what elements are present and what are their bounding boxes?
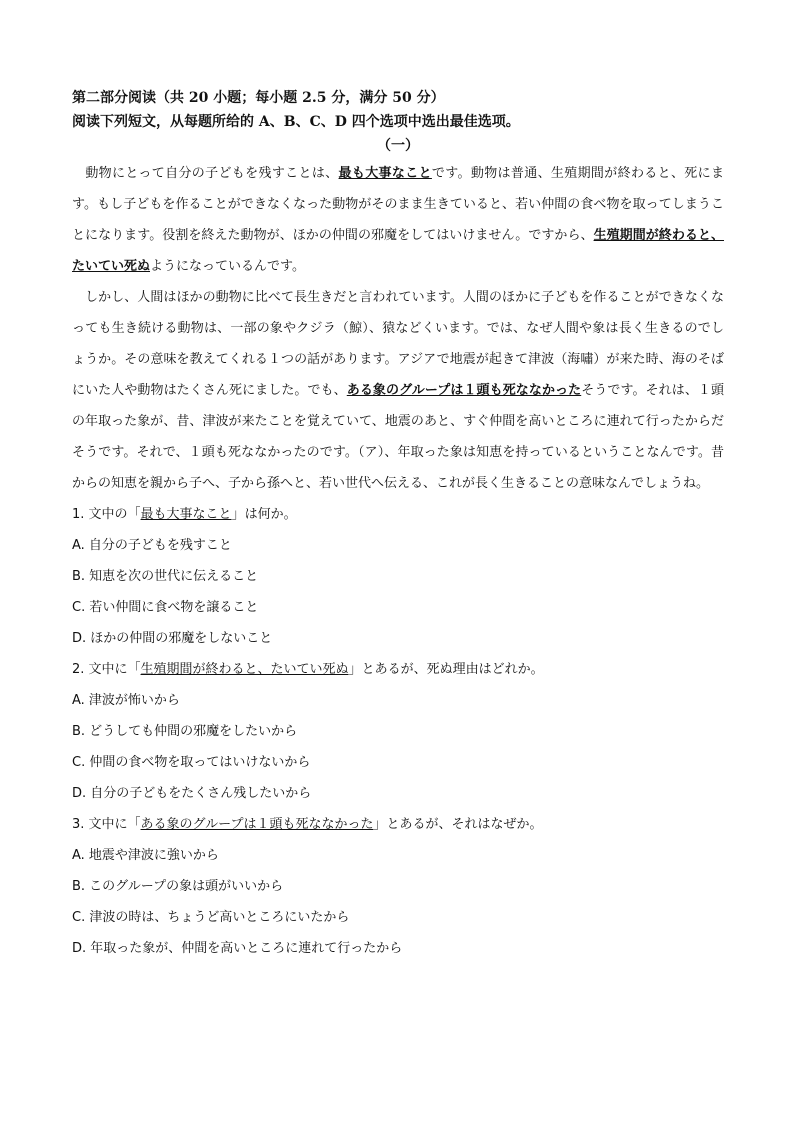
stem-suffix: 」とあるが、それはなぜか。 bbox=[373, 817, 543, 832]
p2-text-1: しかし、人間はほかの動物に比べて長生きだと言われています。人間のほかに子どもを作ることができなくなっても生き続ける動物は、一部の象やクジラ（鯨）、猿などくいます。では、なぜ人間や象は長く生きるのでしょうか。その意味を教えてくれる１つの話があります。アジアで地震が起きて津波（海嘯）が来た時、海のそばにいた人や動物はたくさん死にました。でも、 bbox=[72, 290, 724, 398]
option-c: C. 若い仲間に食べ物を譲ること bbox=[72, 600, 259, 615]
p1-underline-1: 最も大事なこと bbox=[338, 166, 432, 181]
stem-suffix: 」は何か。 bbox=[231, 507, 297, 522]
option-c: C. 津波の時は、ちょうど高いところにいたから bbox=[72, 910, 350, 925]
stem-quote: 最も大事なこと bbox=[140, 507, 232, 522]
option-a: A. 津波が怖いから bbox=[72, 693, 180, 708]
option-a: A. 地震や津波に強いから bbox=[72, 848, 219, 863]
passage-paragraph-2 bbox=[72, 282, 724, 499]
option-b: B. どうしても仲間の邪魔をしたいから bbox=[72, 724, 298, 739]
question-stem bbox=[72, 499, 724, 530]
p1-text-2: です。動物は普通、生殖期間が終わると、死にます。もし子どもを作ることができなくなった動物がそのまま生きていると、若い仲間の食べ物を取ってしまうことになります。役割を終えた動物が、ほかの仲間の邪魔をしてはいけません。ですから、 bbox=[72, 166, 724, 243]
option-d: D. ほかの仲間の邪魔をしないこと bbox=[72, 631, 273, 646]
option-c: C. 仲間の食べ物を取ってはいけないから bbox=[72, 755, 311, 770]
option-d: D. 自分の子どもをたくさん残したいから bbox=[72, 786, 312, 801]
stem-suffix: 」とあるが、死ぬ理由はどれか。 bbox=[348, 662, 544, 677]
stem-prefix: 2. 文中に「 bbox=[72, 662, 141, 677]
question-stem bbox=[72, 809, 724, 840]
exam-page bbox=[72, 86, 724, 964]
option-b: B. このグループの象は頭がいいから bbox=[72, 879, 284, 894]
option-a: A. 自分の子どもを残すこと bbox=[72, 538, 232, 553]
stem-quote: 生殖期間が終わると、たいてい死ぬ bbox=[140, 662, 349, 677]
p1-text-1: 動物にとって自分の子どもを残すことは、 bbox=[85, 166, 339, 181]
option-b: B. 知恵を次の世代に伝えること bbox=[72, 569, 259, 584]
stem-prefix: 3. 文中に「 bbox=[72, 817, 141, 832]
p2-text-2: そうです。それは、１頭の年取った象が、昔、津波が来たことを覚えていて、地震のあと、すぐ仲間を高いところに連れて行ったからだそうです。それで、１頭も死ななかったのです。（ア）、年取った象は知恵を持っているということなんです。昔からの知恵を親から子へ、子から孫へと、若い世代へ伝える、これが長く生きることの意味なんでしょうね。 bbox=[72, 383, 724, 491]
option-d: D. 年取った象が、仲間を高いところに連れて行ったから bbox=[72, 941, 403, 956]
p1-text-3: ようになっているんです。 bbox=[150, 259, 305, 274]
question-stem bbox=[72, 654, 724, 685]
section-label: （一） bbox=[377, 138, 419, 154]
question-1 bbox=[72, 499, 724, 654]
part-title: 第二部分阅读（共 20 小题；每小题 2.5 分，满分 50 分） bbox=[72, 90, 445, 106]
p2-underline-1: ある象のグループは１頭も死ななかった bbox=[346, 383, 582, 398]
p1-underline-2: 生殖期間が終わると、たいてい死ぬ bbox=[72, 228, 724, 274]
passage-paragraph-1 bbox=[72, 158, 724, 282]
instructions: 阅读下列短文，从每题所给的 A、B、C、D 四个选项中选出最佳选项。 bbox=[72, 114, 520, 130]
stem-quote: ある象のグループは１頭も死ななかった bbox=[140, 817, 374, 832]
question-2 bbox=[72, 654, 724, 809]
stem-prefix: 1. 文中の「 bbox=[72, 507, 141, 522]
question-3 bbox=[72, 809, 724, 964]
